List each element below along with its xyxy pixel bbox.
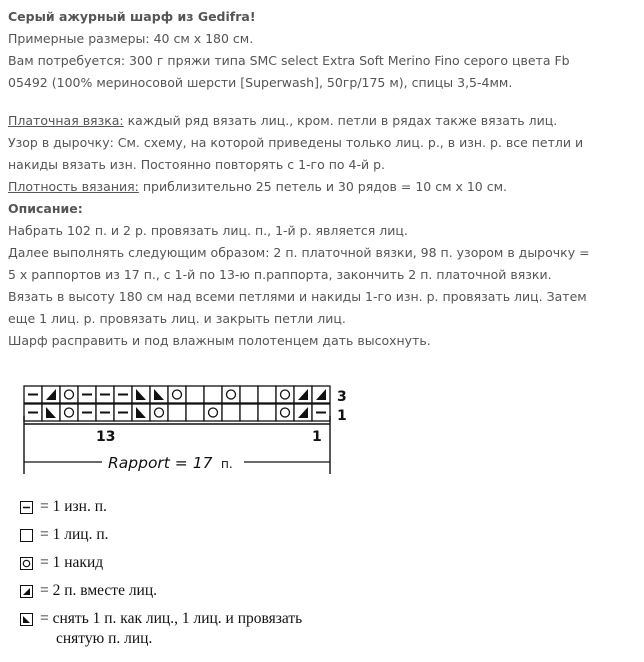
gauge-text: приблизительно 25 петель и 30 рядов = 10 см х 10 см. — [138, 179, 508, 194]
chart-cell-row-3-9 — [168, 386, 186, 403]
col-label-13: 13 — [96, 429, 116, 445]
article — [8, 6, 638, 352]
chart-cell-row-3-12 — [222, 386, 240, 403]
legend-knit-text: = 1 лиц. п. — [40, 526, 109, 543]
chart-cell-row-3-6 — [114, 386, 132, 403]
yarn-line-2: 05492 (100% мериносовой шерсти [Superwash], 50гр/175 м), спицы 3,5-4мм. — [8, 75, 513, 90]
col-label-1: 1 — [312, 429, 322, 445]
lace-line-1: Узор в дырочку: См. схему, на которой приведены только лиц. р., в изн. р. все петли и — [8, 135, 584, 150]
chart-cell-row-3-7 — [132, 386, 150, 403]
garter-text: каждый ряд вязать лиц., кром. петли в рядах также вязать лиц. — [123, 113, 558, 128]
legend-yo-text: = 1 накид — [40, 554, 104, 571]
gauge-label: Плотность вязания: — [8, 179, 139, 194]
garter-label: Платочная вязка: — [8, 113, 124, 128]
lace-line-2: накиды вязать изн. Постоянно повторять с 1-го по 4-й р. — [8, 157, 385, 172]
chart-cell-row-1-17 — [312, 404, 330, 421]
chart-cell-row-3-16 — [294, 386, 312, 403]
chart-cell-row-1-16 — [294, 404, 312, 421]
chart-cell-row-1-2 — [42, 404, 60, 421]
legend-k2tog-text: = 2 п. вместе лиц. — [40, 582, 158, 599]
desc-line-2: Далее выполнять следующим образом: 2 п. платочной вязки, 98 п. узором в дырочку = — [8, 245, 590, 260]
chart-cell-row-1-6 — [114, 404, 132, 421]
chart-cell-row-3-14 — [258, 386, 276, 403]
yarn-over-symbol-icon — [20, 557, 34, 571]
desc-line-4: Вязать в высоту 180 см над всеми петлями и накиды 1-го изн. р. провязать лиц. Затем — [8, 289, 587, 304]
size-line: Примерные размеры: 40 см х 180 см. — [8, 31, 254, 46]
chart-cell-row-3-1 — [24, 386, 42, 403]
rapport-unit: п. — [221, 457, 233, 471]
chart-cell-row-1-10 — [186, 404, 204, 421]
chart-cell-row-3-4 — [78, 386, 96, 403]
chart-cell-row-3-17 — [312, 386, 330, 403]
yarn-line-1: Вам потребуется: 300 г пряжи типа SMC select Extra Soft Merino Fino серого цвета Fb — [8, 53, 570, 68]
chart-cell-row-1-8 — [150, 404, 168, 421]
legend-skp-text-1: = снять 1 п. как лиц., 1 лиц. и провязать — [40, 610, 303, 627]
chart-cell-row-3-10 — [186, 386, 204, 403]
chart-cell-row-3-2 — [42, 386, 60, 403]
chart-cell-row-1-1 — [24, 404, 42, 421]
legend-purl-text: = 1 изн. п. — [40, 498, 107, 515]
chart-cell-row-1-12 — [222, 404, 240, 421]
k2tog-symbol-icon — [20, 585, 34, 599]
chart-cell-row-3-13 — [240, 386, 258, 403]
knitting-chart — [18, 376, 358, 476]
description-heading: Описание: — [8, 201, 83, 216]
chart-cell-row-1-14 — [258, 404, 276, 421]
desc-line-5: еще 1 лиц. р. провязать лиц. и закрыть петли лиц. — [8, 311, 346, 326]
chart-cell-row-3-11 — [204, 386, 222, 403]
chart-cell-row-1-15 — [276, 404, 294, 421]
row-label-3: 3 — [337, 389, 347, 405]
gauge-paragraph — [8, 176, 638, 198]
desc-line-6: Шарф расправить и под влажным полотенцем дать высохнуть. — [8, 333, 431, 348]
chart-cell-row-1-4 — [78, 404, 96, 421]
chart-cell-row-3-5 — [96, 386, 114, 403]
desc-line-1: Набрать 102 п. и 2 р. провязать лиц. п., 1-й р. является лиц. — [8, 223, 408, 238]
article-title: Серый ажурный шарф из Gedifra! — [8, 9, 256, 24]
garter-paragraph — [8, 110, 638, 132]
chart-cell-row-1-13 — [240, 404, 258, 421]
knit-symbol-icon — [20, 529, 34, 543]
skp-symbol-icon — [20, 613, 34, 627]
chart-cell-row-1-3 — [60, 404, 78, 421]
chart-cell-row-1-9 — [168, 404, 186, 421]
chart-cell-row-3-3 — [60, 386, 78, 403]
rapport-label: Rapport = 17 — [108, 454, 213, 472]
chart-cell-row-1-5 — [96, 404, 114, 421]
chart-cell-row-1-7 — [132, 404, 150, 421]
purl-symbol-icon — [20, 501, 34, 515]
chart-cell-row-3-15 — [276, 386, 294, 403]
desc-line-3: 5 х раппортов из 17 п., с 1-й по 13-ю п.раппорта, закончить 2 п. платочной вязки. — [8, 267, 552, 282]
chart-cell-row-1-11 — [204, 404, 222, 421]
row-label-1: 1 — [337, 408, 347, 424]
legend-skp-text-2: снятую п. лиц. — [56, 630, 153, 647]
chart-cell-row-3-8 — [150, 386, 168, 403]
